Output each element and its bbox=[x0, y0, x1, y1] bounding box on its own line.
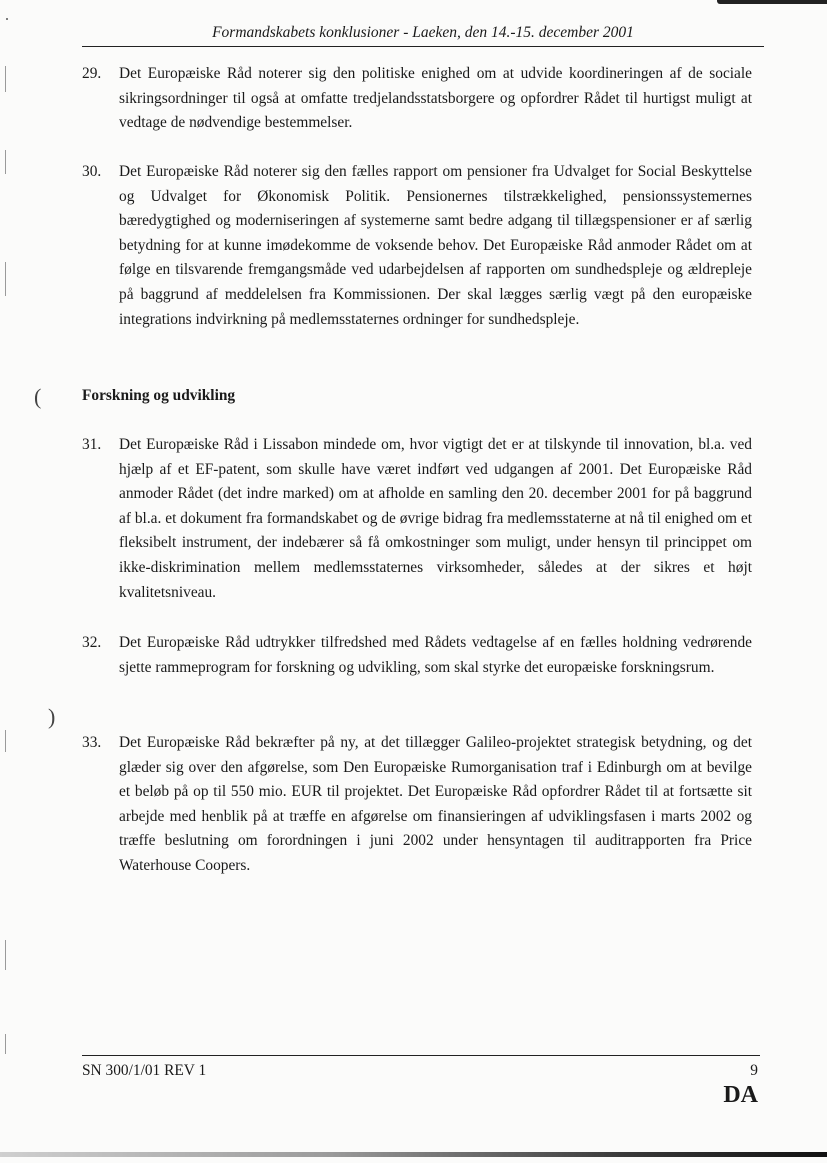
paragraph-number: 30. bbox=[82, 163, 102, 180]
paragraph-number: 32. bbox=[82, 634, 102, 651]
paragraph-31 bbox=[82, 433, 752, 605]
scan-margin-line bbox=[5, 66, 6, 92]
section-heading: Forskning og udvikling bbox=[82, 387, 236, 404]
footer-rule bbox=[82, 1055, 760, 1056]
paragraph-text: Det Europæiske Råd i Lissabon mindede om, hvor vigtigt det er at tilskynde til innovation, bl.a. ved hjælp af et EF-patent, som skulle have været indført ved udgangen af 2001. Det Europæiske Råd anmoder Rådet (det indre marked) om at afholde en samling den 20. december 2001 for på baggrund af bl.a. et dokument fra formandskabet og de øvrige bidrag fra medlemsstaterne at nå til enighed om et fleksibelt instrument, der indebærer så få omkostninger som muligt, under hensyn til princippet om ikke-diskrimination mellem medlemsstaternes virksomheder, således at der sikres et højt kvalitetsniveau. bbox=[119, 436, 752, 601]
document-reference: SN 300/1/01 REV 1 bbox=[82, 1062, 207, 1079]
paragraph-text: Det Europæiske Råd bekræfter på ny, at det tillægger Galileo-projektet strategisk betydning, og det glæder sig over den afgørelse, som Den Europæiske Rumorganisation traf i Edinburgh om at bevilge et beløb på op til 550 mio. EUR til projektet. Det Europæiske Råd opfordrer Rådet til at fortsætte sit arbejde med henblik på at træffe en afgørelse om finansieringen af udviklingsfasen i marts 2002 og træffe beslutning om forordningen i juni 2002 under hensyntagen til auditrapporten fra Price Waterhouse Coopers. bbox=[119, 734, 752, 874]
paragraph-number: 31. bbox=[82, 436, 102, 453]
language-code: DA bbox=[723, 1082, 758, 1108]
scan-margin-line bbox=[5, 730, 6, 752]
scan-bracket-mark: ) bbox=[48, 704, 56, 729]
paragraph-number: 29. bbox=[82, 65, 102, 82]
paragraph-text: Det Europæiske Råd noterer sig den politiske enighed om at udvide koordineringen af de sociale sikringsordninger til også at omfatte tredjelandsstatsborgere og opfordrer Rådet til hurtigst muligt at vedtage de nødvendige bestemmelser. bbox=[119, 65, 752, 132]
running-header: Formandskabets konklusioner - Laeken, den 14.-15. december 2001 bbox=[212, 24, 634, 41]
scan-margin-line bbox=[5, 150, 6, 174]
paragraph-33 bbox=[82, 731, 752, 879]
header-rule bbox=[82, 46, 764, 47]
paragraph-text: Det Europæiske Råd udtrykker tilfredshed med Rådets vedtagelse af en fælles holdning vedrørende sjette rammeprogram for forskning og udvikling, som skal styrke det europæiske forskningsrum. bbox=[119, 634, 752, 676]
paragraph-text: Det Europæiske Råd noterer sig den fælles rapport om pensioner fra Udvalget for Social Beskyttelse og Udvalget for Økonomisk Politik. Pensionernes tilstrækkelighed, pensionssystemernes bæredygtighed og moderniseringen af systemerne samt bedre adgang til tillægspensioner er af særlig betydning for at kunne imødekomme de voksende behov. Det Europæiske Råd anmoder Rådet om at følge en tilsvarende fremgangsmåde ved udarbejdelsen af rapporten om sundhedspleje og ældrepleje på baggrund af meddelelsen fra Kommissionen. Der skal lægges særlig vægt på den europæiske integrations indvirkning på medlemsstaternes ordninger for sundhedspleje. bbox=[119, 163, 752, 328]
paragraph-32 bbox=[82, 631, 752, 680]
scan-margin-line bbox=[5, 940, 6, 970]
scan-margin-line bbox=[5, 1034, 6, 1054]
scan-bottom-edge bbox=[0, 1152, 827, 1157]
page-number: 9 bbox=[750, 1062, 758, 1079]
scan-speck bbox=[6, 18, 8, 20]
scan-edge-mark bbox=[717, 0, 827, 4]
scan-bracket-mark: ( bbox=[34, 384, 42, 409]
paragraph-number: 33. bbox=[82, 734, 102, 751]
scan-margin-line bbox=[5, 262, 6, 296]
paragraph-29 bbox=[82, 62, 752, 136]
paragraph-30 bbox=[82, 160, 752, 332]
